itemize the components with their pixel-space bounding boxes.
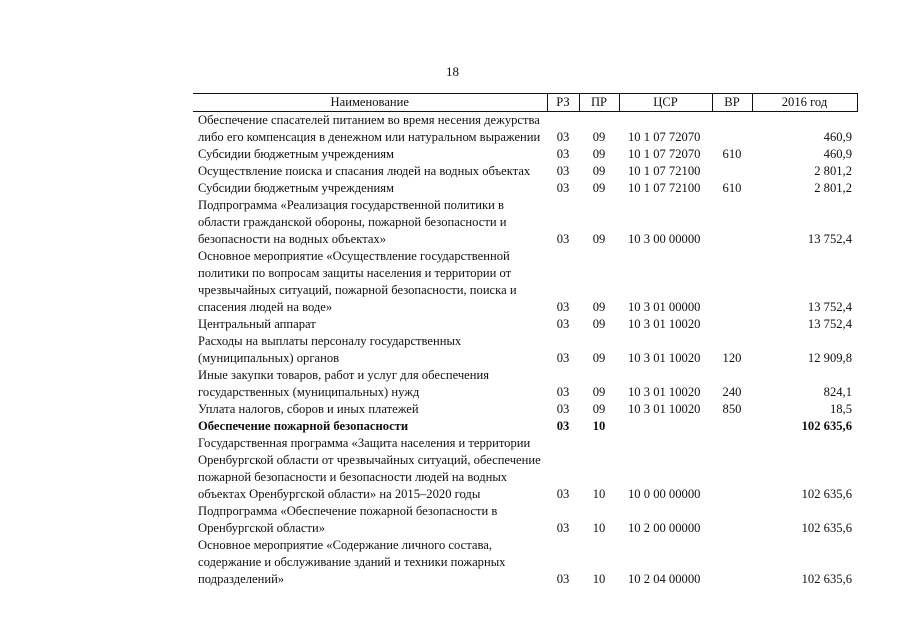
row-vr	[712, 248, 752, 316]
row-csr: 10 1 07 72100	[628, 181, 701, 195]
table-row	[193, 367, 857, 401]
row-csr: 10 2 04 00000	[628, 572, 701, 586]
table-row	[193, 180, 857, 197]
row-pr: 09	[592, 317, 606, 331]
row-pr: 10	[592, 419, 606, 433]
row-name: Осуществление поиска и спасания людей на водных объектах	[198, 164, 531, 178]
row-year: 2 801,2	[814, 181, 852, 195]
table-row	[193, 248, 857, 316]
row-rz: 03	[556, 232, 570, 246]
row-rz: 03	[556, 351, 570, 365]
row-pr: 10	[592, 572, 606, 586]
row-pr: 09	[592, 232, 606, 246]
row-csr: 10 3 01 10020	[628, 402, 701, 416]
table-row	[193, 503, 857, 537]
row-pr: 09	[592, 147, 606, 161]
row-csr: 10 0 00 00000	[628, 487, 701, 501]
row-csr: 10 3 01 10020	[628, 385, 701, 399]
row-pr: 09	[592, 300, 606, 314]
table-row	[193, 316, 857, 333]
table-header	[193, 94, 857, 112]
row-csr: 10 3 00 00000	[628, 232, 701, 246]
row-vr	[712, 418, 752, 435]
row-year: 824,1	[823, 385, 852, 399]
row-pr: 09	[592, 402, 606, 416]
table-row	[193, 435, 857, 503]
row-pr: 09	[592, 385, 606, 399]
row-name: Субсидии бюджетным учреждениям	[198, 181, 394, 195]
table-row	[193, 333, 857, 367]
row-rz: 03	[556, 487, 570, 501]
row-csr: 10 3 01 10020	[628, 351, 701, 365]
row-name: Подпрограмма «Реализация государственной политики в области гражданской обороны, пожарной безопасности и безопасности на водных объектах»	[198, 198, 507, 246]
row-vr	[712, 435, 752, 503]
row-vr	[712, 163, 752, 180]
row-vr: 610	[722, 181, 742, 195]
header-csr: ЦСР	[619, 94, 712, 112]
row-year: 2 801,2	[814, 164, 852, 178]
row-vr	[712, 112, 752, 147]
row-name: Обеспечение спасателей питанием во время несения дежурства либо его компенсация в денежном или натуральном выражении	[198, 113, 541, 144]
row-csr	[619, 418, 712, 435]
row-year: 102 635,6	[801, 572, 852, 586]
row-name: Основное мероприятие «Осуществление государственной политики по вопросам защиты населения и территории от чрезвычайных ситуаций, пожарной безопасности, поиска и спасения людей на воде»	[198, 249, 517, 314]
row-pr: 10	[592, 521, 606, 535]
table-row	[193, 537, 857, 588]
header-pr: ПР	[579, 94, 619, 112]
row-rz: 03	[556, 130, 570, 144]
row-name: Центральный аппарат	[198, 317, 316, 331]
row-csr: 10 1 07 72070	[628, 130, 701, 144]
row-rz: 03	[556, 521, 570, 535]
row-name: Расходы на выплаты персоналу государственных (муниципальных) органов	[198, 334, 462, 365]
row-rz: 03	[556, 147, 570, 161]
row-year: 13 752,4	[807, 232, 852, 246]
row-name: Государственная программа «Защита населения и территории Оренбургской области от чрезвычайных ситуаций, обеспечение пожарной безопасности и безопасности людей на водных объектах Оренбургской области» на 2015–2020 годы	[198, 436, 541, 501]
row-rz: 03	[556, 572, 570, 586]
header-rz: РЗ	[547, 94, 579, 112]
row-vr: 240	[722, 385, 742, 399]
row-rz: 03	[556, 164, 570, 178]
budget-table	[193, 93, 858, 588]
row-year: 460,9	[823, 147, 852, 161]
row-name: Основное мероприятие «Содержание личного состава, содержание и обслуживание зданий и техники пожарных подразделений»	[198, 538, 506, 586]
row-vr	[712, 316, 752, 333]
table-row	[193, 418, 857, 435]
table-row	[193, 401, 857, 418]
table-body	[193, 112, 857, 589]
row-csr: 10 3 01 00000	[628, 300, 701, 314]
row-rz: 03	[556, 402, 570, 416]
page-number: 18	[446, 64, 459, 79]
row-csr: 10 1 07 72100	[628, 164, 701, 178]
row-vr: 610	[722, 147, 742, 161]
row-year: 12 909,8	[807, 351, 852, 365]
row-pr: 09	[592, 164, 606, 178]
row-csr: 10 2 00 00000	[628, 521, 701, 535]
row-year: 102 635,6	[801, 521, 852, 535]
row-vr	[712, 197, 752, 248]
header-vr: ВР	[712, 94, 752, 112]
header-name: Наименование	[193, 94, 547, 112]
row-name: Обеспечение пожарной безопасности	[198, 419, 409, 433]
row-vr	[712, 537, 752, 588]
row-name: Субсидии бюджетным учреждениям	[198, 147, 394, 161]
table-row	[193, 146, 857, 163]
row-pr: 09	[592, 130, 606, 144]
row-rz: 03	[556, 385, 570, 399]
row-year: 102 635,6	[801, 419, 852, 433]
row-csr: 10 1 07 72070	[628, 147, 701, 161]
row-year: 18,5	[829, 402, 852, 416]
row-year: 13 752,4	[807, 300, 852, 314]
header-year: 2016 год	[752, 94, 857, 112]
row-rz: 03	[556, 181, 570, 195]
row-year: 13 752,4	[807, 317, 852, 331]
row-name: Иные закупки товаров, работ и услуг для обеспечения государственных (муниципальных) нужд	[198, 368, 490, 399]
table-row	[193, 163, 857, 180]
row-year: 460,9	[823, 130, 852, 144]
row-pr: 09	[592, 181, 606, 195]
row-vr	[712, 503, 752, 537]
row-name: Подпрограмма «Обеспечение пожарной безопасности в Оренбургской области»	[198, 504, 498, 535]
table-row	[193, 197, 857, 248]
row-rz: 03	[556, 300, 570, 314]
row-name: Уплата налогов, сборов и иных платежей	[198, 402, 419, 416]
row-pr: 10	[592, 487, 606, 501]
row-vr: 120	[722, 351, 742, 365]
row-rz: 03	[556, 419, 570, 433]
row-rz: 03	[556, 317, 570, 331]
row-vr: 850	[722, 402, 742, 416]
row-year: 102 635,6	[801, 487, 852, 501]
row-csr: 10 3 01 10020	[628, 317, 701, 331]
table-row	[193, 112, 857, 147]
row-pr: 09	[592, 351, 606, 365]
